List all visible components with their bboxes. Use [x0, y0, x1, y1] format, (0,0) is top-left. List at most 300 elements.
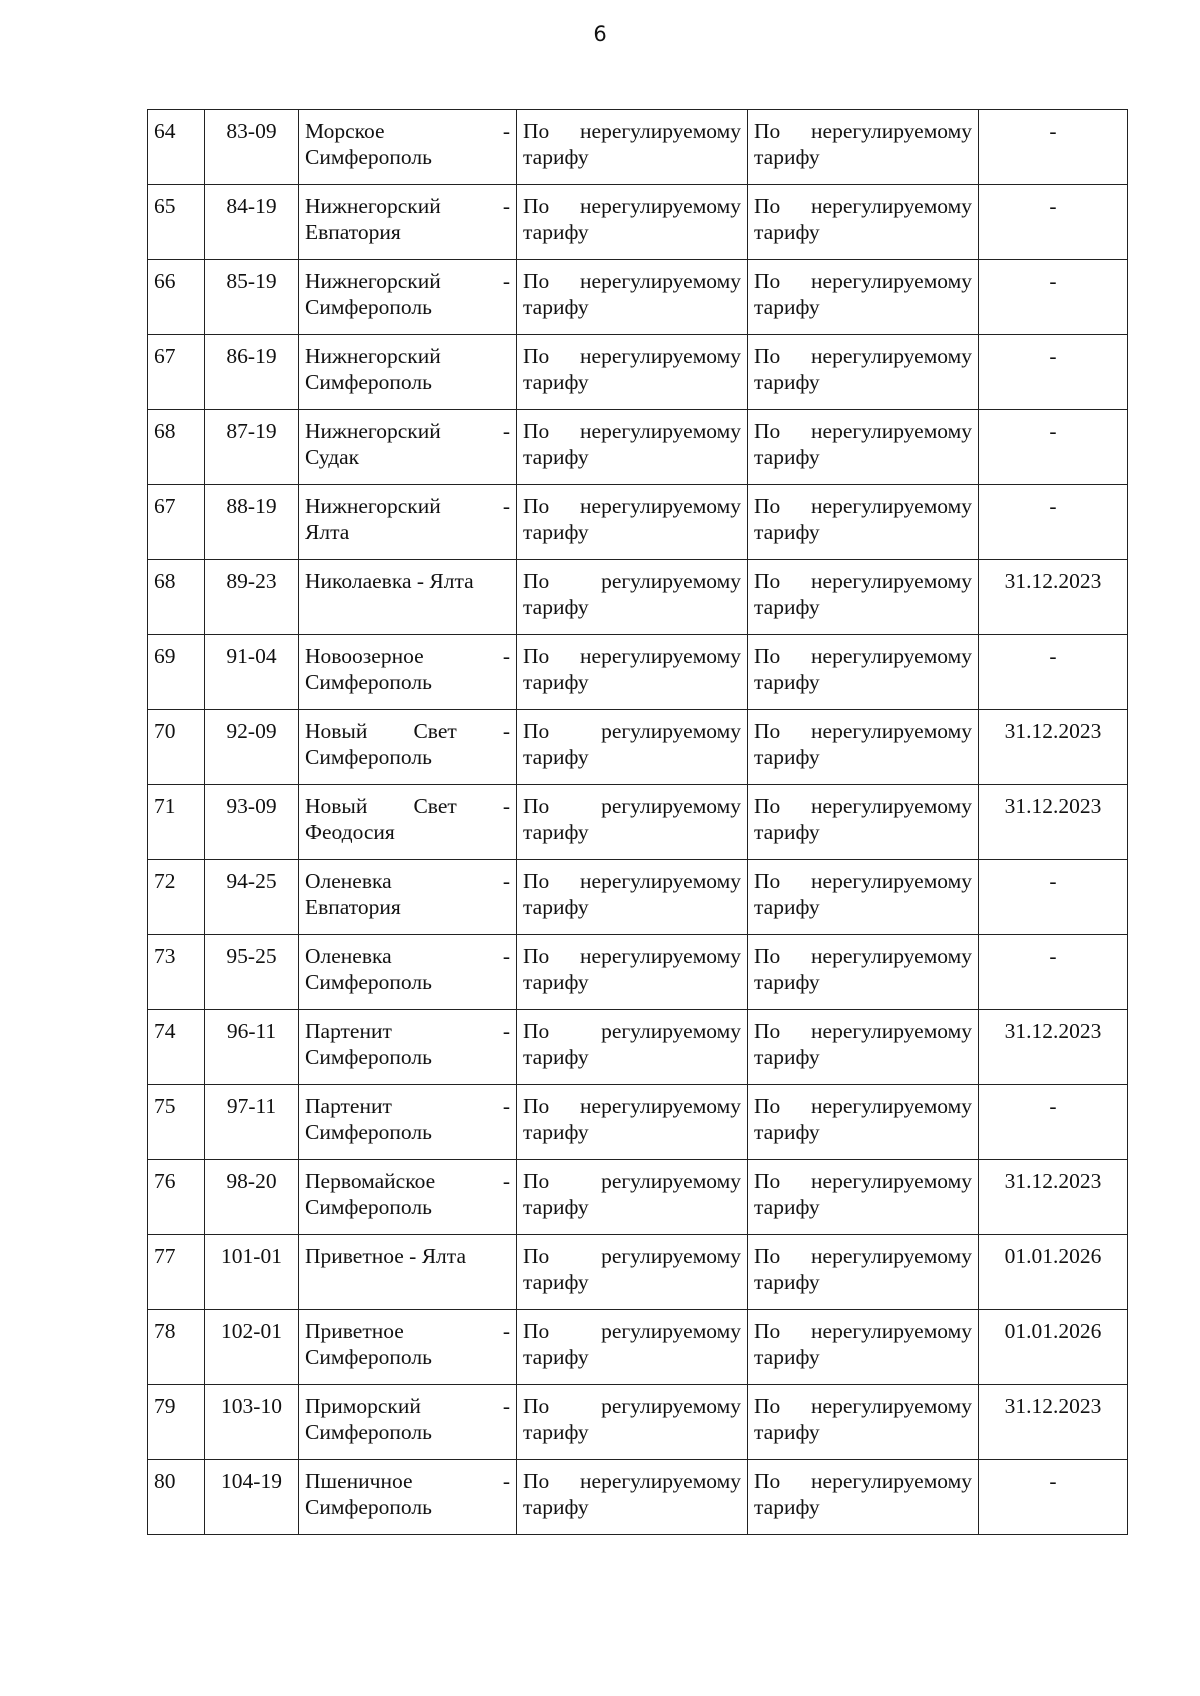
tariff-type-cell-line1 — [523, 793, 741, 819]
tariff-type-cell-word: По — [523, 869, 550, 893]
row-number-cell: 80 — [148, 1460, 205, 1535]
tariff-type-alt-cell-word: нерегулируемому — [811, 944, 972, 968]
row-number-cell: 66 — [148, 260, 205, 335]
route-code-cell: 96-11 — [205, 1010, 299, 1085]
tariff-type-alt-cell-word: нерегулируемому — [811, 644, 972, 668]
tariff-type-cell-word: По — [523, 719, 550, 743]
tariff-type-alt-cell — [748, 1010, 979, 1085]
tariff-type-alt-cell-line1 — [754, 343, 972, 369]
table-row — [148, 1235, 1128, 1310]
tariff-type-alt-cell-word: нерегулируемому — [811, 1394, 972, 1418]
tariff-type-alt-cell-word: нерегулируемому — [811, 119, 972, 143]
tariff-type-alt-cell — [748, 1385, 979, 1460]
route-name-cell-line2: Симферополь — [305, 1345, 432, 1369]
route-name-cell — [299, 710, 517, 785]
tariff-type-alt-cell-word: нерегулируемому — [811, 719, 972, 743]
route-name-cell-line1 — [305, 193, 510, 219]
route-name-cell-word: - — [502, 719, 510, 743]
tariff-type-cell-word: нерегулируемому — [580, 344, 741, 368]
tariff-type-alt-cell-line1 — [754, 193, 972, 219]
tariff-type-alt-cell-word: По — [754, 1169, 781, 1193]
tariff-type-cell-word: По — [523, 1094, 550, 1118]
tariff-type-alt-cell-line2: тарифу — [754, 1195, 820, 1219]
tariff-type-cell-word: По — [523, 644, 550, 668]
route-code-cell: 95-25 — [205, 935, 299, 1010]
tariff-type-alt-cell-line1 — [754, 1243, 972, 1269]
route-name-cell — [299, 1385, 517, 1460]
tariff-type-cell-line2: тарифу — [523, 1120, 589, 1144]
end-date-cell: - — [979, 410, 1128, 485]
tariff-type-cell-line2: тарифу — [523, 220, 589, 244]
tariff-type-cell-word: регулируемому — [601, 1244, 741, 1268]
route-code-cell: 85-19 — [205, 260, 299, 335]
tariff-type-alt-cell-word: нерегулируемому — [811, 1094, 972, 1118]
tariff-type-alt-cell-line2: тарифу — [754, 670, 820, 694]
tariff-type-alt-cell-line2: тарифу — [754, 295, 820, 319]
tariff-type-cell-line1 — [523, 1168, 741, 1194]
tariff-type-cell — [517, 185, 748, 260]
tariff-type-cell — [517, 110, 748, 185]
route-code-cell: 102-01 — [205, 1310, 299, 1385]
row-number-cell: 76 — [148, 1160, 205, 1235]
route-code-cell: 87-19 — [205, 410, 299, 485]
table-row — [148, 1460, 1128, 1535]
route-name-cell-word: - — [502, 494, 510, 518]
route-name-cell-word: Оленевка — [305, 869, 392, 893]
route-name-cell-line1 — [305, 718, 510, 744]
tariff-type-cell-line2: тарифу — [523, 1420, 589, 1444]
route-name-cell-word: - — [502, 1469, 510, 1493]
route-code-cell: 103-10 — [205, 1385, 299, 1460]
tariff-type-alt-cell-line1 — [754, 1093, 972, 1119]
tariff-type-alt-cell — [748, 935, 979, 1010]
route-name-cell-line1 — [305, 568, 510, 594]
tariff-type-alt-cell-word: По — [754, 869, 781, 893]
row-number-cell: 72 — [148, 860, 205, 935]
route-name-cell-word: Нижнегорский — [305, 194, 441, 218]
tariff-type-cell — [517, 260, 748, 335]
end-date-cell: - — [979, 1085, 1128, 1160]
end-date-cell: - — [979, 935, 1128, 1010]
tariff-type-cell-word: нерегулируемому — [580, 1469, 741, 1493]
tariff-type-cell-word: По — [523, 1394, 550, 1418]
tariff-type-cell-line1 — [523, 1018, 741, 1044]
tariff-type-cell-line1 — [523, 418, 741, 444]
route-name-cell — [299, 1460, 517, 1535]
table-row — [148, 1010, 1128, 1085]
tariff-type-cell-line1 — [523, 1318, 741, 1344]
tariff-type-alt-cell — [748, 560, 979, 635]
end-date-cell: - — [979, 110, 1128, 185]
tariff-type-alt-cell — [748, 110, 979, 185]
route-code-cell: 91-04 — [205, 635, 299, 710]
tariff-type-cell-line2: тарифу — [523, 970, 589, 994]
route-name-cell-word: - — [502, 1394, 510, 1418]
route-name-cell-word: - — [502, 1319, 510, 1343]
tariff-type-cell-line1 — [523, 1093, 741, 1119]
route-name-cell-word: Партенит — [305, 1019, 392, 1043]
table-row — [148, 935, 1128, 1010]
route-name-cell — [299, 1160, 517, 1235]
table-row — [148, 485, 1128, 560]
tariff-type-alt-cell-line1 — [754, 1393, 972, 1419]
tariff-type-alt-cell-line2: тарифу — [754, 370, 820, 394]
route-name-cell-line2: Симферополь — [305, 1420, 432, 1444]
route-name-cell — [299, 935, 517, 1010]
tariff-type-alt-cell-line2: тарифу — [754, 595, 820, 619]
row-number-cell: 75 — [148, 1085, 205, 1160]
tariff-type-alt-cell — [748, 260, 979, 335]
tariff-type-cell-line1 — [523, 1243, 741, 1269]
tariff-type-alt-cell-word: нерегулируемому — [811, 1169, 972, 1193]
tariff-type-cell-word: По — [523, 269, 550, 293]
end-date-cell: 31.12.2023 — [979, 1010, 1128, 1085]
tariff-type-alt-cell-word: нерегулируемому — [811, 344, 972, 368]
tariff-type-cell — [517, 1160, 748, 1235]
route-name-cell-word: - — [502, 269, 510, 293]
tariff-type-cell-line2: тарифу — [523, 370, 589, 394]
route-name-cell-line2: Симферополь — [305, 970, 432, 994]
table-row — [148, 185, 1128, 260]
route-name-cell-line1 — [305, 793, 510, 819]
tariff-type-alt-cell-word: нерегулируемому — [811, 569, 972, 593]
route-name-cell — [299, 1235, 517, 1310]
route-code-cell: 101-01 — [205, 1235, 299, 1310]
row-number-cell: 65 — [148, 185, 205, 260]
tariff-type-alt-cell-word: По — [754, 194, 781, 218]
end-date-cell: - — [979, 635, 1128, 710]
tariff-type-cell-line2: тарифу — [523, 1195, 589, 1219]
route-name-cell-word: - — [502, 944, 510, 968]
tariff-type-cell — [517, 485, 748, 560]
tariff-type-cell-word: По — [523, 1019, 550, 1043]
tariff-type-cell-word: нерегулируемому — [580, 494, 741, 518]
tariff-type-cell-line1 — [523, 268, 741, 294]
route-name-cell — [299, 635, 517, 710]
route-name-cell-line1 — [305, 493, 510, 519]
route-name-cell-word: - — [502, 1094, 510, 1118]
route-code-cell: 84-19 — [205, 185, 299, 260]
tariff-type-alt-cell-line2: тарифу — [754, 1270, 820, 1294]
tariff-type-alt-cell-word: По — [754, 1394, 781, 1418]
tariff-type-cell-line2: тарифу — [523, 820, 589, 844]
tariff-type-cell-line2: тарифу — [523, 1270, 589, 1294]
route-code-cell: 83-09 — [205, 110, 299, 185]
tariff-type-alt-cell-word: По — [754, 419, 781, 443]
tariff-type-cell-line1 — [523, 718, 741, 744]
tariff-type-cell-line2: тарифу — [523, 1495, 589, 1519]
tariff-type-cell-line1 — [523, 343, 741, 369]
tariff-type-alt-cell-line1 — [754, 868, 972, 894]
row-number-cell: 73 — [148, 935, 205, 1010]
tariff-type-cell-line2: тарифу — [523, 595, 589, 619]
tariff-type-cell-line2: тарифу — [523, 1045, 589, 1069]
route-name-cell-word: Новоозерное — [305, 644, 424, 668]
tariff-type-alt-cell-line1 — [754, 1318, 972, 1344]
tariff-type-alt-cell — [748, 860, 979, 935]
tariff-type-cell-word: По — [523, 1244, 550, 1268]
route-name-cell-word: - — [502, 869, 510, 893]
row-number-cell: 64 — [148, 110, 205, 185]
route-name-cell-line1 — [305, 1093, 510, 1119]
table-row — [148, 1085, 1128, 1160]
tariff-type-alt-cell — [748, 710, 979, 785]
route-name-cell-line1 — [305, 1468, 510, 1494]
row-number-cell: 79 — [148, 1385, 205, 1460]
tariff-type-alt-cell-line1 — [754, 568, 972, 594]
tariff-type-cell-word: По — [523, 419, 550, 443]
end-date-cell: - — [979, 260, 1128, 335]
tariff-type-cell-word: По — [523, 569, 550, 593]
route-name-cell-line1 — [305, 943, 510, 969]
table-row — [148, 860, 1128, 935]
tariff-type-alt-cell — [748, 1310, 979, 1385]
tariff-type-cell-line1 — [523, 493, 741, 519]
tariff-type-cell — [517, 935, 748, 1010]
tariff-type-alt-cell-word: По — [754, 569, 781, 593]
route-code-cell: 98-20 — [205, 1160, 299, 1235]
tariff-type-cell-word: По — [523, 1319, 550, 1343]
route-name-cell-line1 — [305, 1393, 510, 1419]
tariff-type-cell-word: регулируемому — [601, 719, 741, 743]
end-date-cell: - — [979, 1460, 1128, 1535]
tariff-type-cell-word: нерегулируемому — [580, 269, 741, 293]
route-name-cell — [299, 785, 517, 860]
tariff-type-alt-cell-line2: тарифу — [754, 1120, 820, 1144]
tariff-type-cell-line1 — [523, 568, 741, 594]
route-name-cell-word: Приветное — [305, 1319, 404, 1343]
tariff-type-cell-word: По — [523, 794, 550, 818]
tariff-type-alt-cell — [748, 485, 979, 560]
tariff-type-alt-cell-word: По — [754, 1469, 781, 1493]
tariff-type-cell-word: регулируемому — [601, 1019, 741, 1043]
route-name-cell — [299, 335, 517, 410]
table-row — [148, 410, 1128, 485]
tariff-type-alt-cell-word: По — [754, 269, 781, 293]
row-number-cell: 77 — [148, 1235, 205, 1310]
route-name-cell-word: - — [502, 1019, 510, 1043]
row-number-cell: 71 — [148, 785, 205, 860]
route-name-cell-word: Приветное - Ялта — [305, 1244, 466, 1268]
route-name-cell-line1 — [305, 1168, 510, 1194]
route-name-cell — [299, 560, 517, 635]
tariff-type-alt-cell-line1 — [754, 1018, 972, 1044]
route-name-cell-line2: Симферополь — [305, 1045, 432, 1069]
route-name-cell-line1 — [305, 418, 510, 444]
route-name-cell — [299, 485, 517, 560]
end-date-cell: - — [979, 860, 1128, 935]
tariff-type-alt-cell — [748, 1160, 979, 1235]
tariff-type-alt-cell-word: По — [754, 644, 781, 668]
tariff-type-alt-cell-word: По — [754, 1319, 781, 1343]
tariff-type-alt-cell-line2: тарифу — [754, 1045, 820, 1069]
tariff-type-alt-cell-word: нерегулируемому — [811, 1244, 972, 1268]
route-name-cell — [299, 410, 517, 485]
table-row — [148, 1310, 1128, 1385]
tariff-type-alt-cell-line2: тарифу — [754, 520, 820, 544]
tariff-type-cell-word: По — [523, 194, 550, 218]
route-name-cell-word: Свет — [413, 719, 457, 743]
page-number: 6 — [593, 22, 607, 46]
tariff-type-alt-cell — [748, 1460, 979, 1535]
tariff-type-cell-line2: тарифу — [523, 145, 589, 169]
tariff-type-cell-word: регулируемому — [601, 1394, 741, 1418]
tariff-type-alt-cell-word: По — [754, 494, 781, 518]
tariff-type-cell-word: По — [523, 1469, 550, 1493]
tariff-type-alt-cell-word: По — [754, 1094, 781, 1118]
table-row — [148, 785, 1128, 860]
tariff-type-cell-word: По — [523, 119, 550, 143]
tariff-type-alt-cell-line1 — [754, 1168, 972, 1194]
route-name-cell-word: Новый — [305, 719, 368, 743]
route-name-cell-word: Первомайское — [305, 1169, 436, 1193]
tariff-type-alt-cell-line2: тарифу — [754, 970, 820, 994]
tariff-type-alt-cell-word: По — [754, 119, 781, 143]
route-name-cell — [299, 1085, 517, 1160]
route-name-cell-line1 — [305, 1018, 510, 1044]
route-name-cell-line2: Евпатория — [305, 220, 401, 244]
route-name-cell-line2: Судак — [305, 445, 360, 469]
route-code-cell: 88-19 — [205, 485, 299, 560]
end-date-cell: 31.12.2023 — [979, 1160, 1128, 1235]
tariff-type-cell-line2: тарифу — [523, 1345, 589, 1369]
tariff-type-alt-cell-word: нерегулируемому — [811, 1319, 972, 1343]
tariff-type-alt-cell-word: По — [754, 944, 781, 968]
end-date-cell: - — [979, 185, 1128, 260]
route-name-cell-line1 — [305, 268, 510, 294]
tariff-type-alt-cell-line1 — [754, 718, 972, 744]
route-name-cell-line2: Симферополь — [305, 370, 432, 394]
tariff-type-alt-cell — [748, 410, 979, 485]
tariff-type-cell-word: регулируемому — [601, 1169, 741, 1193]
route-name-cell-line2: Симферополь — [305, 1495, 432, 1519]
tariff-type-cell-line2: тарифу — [523, 295, 589, 319]
tariff-type-alt-cell-line2: тарифу — [754, 895, 820, 919]
tariff-type-alt-cell-word: По — [754, 344, 781, 368]
route-name-cell-word: - — [502, 794, 510, 818]
tariff-type-alt-cell-line1 — [754, 943, 972, 969]
route-name-cell-word: - — [502, 1169, 510, 1193]
tariff-type-cell — [517, 860, 748, 935]
end-date-cell: 01.01.2026 — [979, 1310, 1128, 1385]
route-code-cell: 93-09 — [205, 785, 299, 860]
tariff-type-alt-cell-word: нерегулируемому — [811, 794, 972, 818]
tariff-type-cell-word: нерегулируемому — [580, 119, 741, 143]
tariff-type-alt-cell-word: нерегулируемому — [811, 419, 972, 443]
route-name-cell-word: - — [502, 644, 510, 668]
tariff-type-alt-cell — [748, 1235, 979, 1310]
tariff-type-cell — [517, 785, 748, 860]
tariff-type-cell-line2: тарифу — [523, 895, 589, 919]
route-name-cell-line2: Ялта — [305, 520, 350, 544]
route-code-cell: 97-11 — [205, 1085, 299, 1160]
tariff-type-alt-cell-line1 — [754, 268, 972, 294]
tariff-type-cell-word: По — [523, 1169, 550, 1193]
route-name-cell-word: Свет — [413, 794, 457, 818]
tariff-type-cell — [517, 1385, 748, 1460]
end-date-cell: 31.12.2023 — [979, 785, 1128, 860]
tariff-type-cell-line1 — [523, 868, 741, 894]
tariff-type-alt-cell-line2: тарифу — [754, 145, 820, 169]
row-number-cell: 69 — [148, 635, 205, 710]
route-name-cell — [299, 1310, 517, 1385]
route-name-cell-line2: Симферополь — [305, 295, 432, 319]
route-name-cell-line1 — [305, 643, 510, 669]
route-name-cell-word: Нижнегорский — [305, 494, 441, 518]
tariff-type-cell-word: По — [523, 944, 550, 968]
row-number-cell: 70 — [148, 710, 205, 785]
tariff-type-alt-cell — [748, 185, 979, 260]
row-number-cell: 67 — [148, 335, 205, 410]
end-date-cell: 31.12.2023 — [979, 560, 1128, 635]
route-name-cell-word: Нижнегорский — [305, 419, 441, 443]
tariff-type-alt-cell-line2: тарифу — [754, 445, 820, 469]
tariff-type-cell — [517, 410, 748, 485]
end-date-cell: - — [979, 335, 1128, 410]
tariff-type-alt-cell-line1 — [754, 1468, 972, 1494]
route-name-cell-word: - — [502, 119, 510, 143]
tariff-type-cell-word: нерегулируемому — [580, 869, 741, 893]
routes-table-body — [148, 110, 1128, 1535]
tariff-type-cell — [517, 1310, 748, 1385]
tariff-type-alt-cell-word: По — [754, 719, 781, 743]
tariff-type-cell-line1 — [523, 1393, 741, 1419]
tariff-type-alt-cell-word: По — [754, 1244, 781, 1268]
tariff-type-alt-cell-line2: тарифу — [754, 1345, 820, 1369]
tariff-type-alt-cell-word: По — [754, 794, 781, 818]
table-row — [148, 560, 1128, 635]
tariff-type-cell-word: нерегулируемому — [580, 194, 741, 218]
route-name-cell-word: Морское — [305, 119, 385, 143]
tariff-type-cell — [517, 635, 748, 710]
tariff-type-cell — [517, 1460, 748, 1535]
route-name-cell-line1 — [305, 1243, 510, 1269]
route-name-cell-line2: Симферополь — [305, 745, 432, 769]
route-name-cell — [299, 185, 517, 260]
row-number-cell: 68 — [148, 560, 205, 635]
route-code-cell: 92-09 — [205, 710, 299, 785]
tariff-type-cell-word: регулируемому — [601, 1319, 741, 1343]
tariff-type-cell-line2: тарифу — [523, 445, 589, 469]
route-name-cell-word: Николаевка - Ялта — [305, 569, 474, 593]
table-row — [148, 110, 1128, 185]
route-name-cell-line1 — [305, 343, 510, 369]
tariff-type-alt-cell-line1 — [754, 493, 972, 519]
row-number-cell: 78 — [148, 1310, 205, 1385]
end-date-cell: 31.12.2023 — [979, 1385, 1128, 1460]
route-name-cell-word: Нижнегорский — [305, 344, 441, 368]
route-name-cell-word: Оленевка — [305, 944, 392, 968]
route-name-cell-word: Пшеничное — [305, 1469, 413, 1493]
tariff-type-alt-cell — [748, 635, 979, 710]
route-name-cell — [299, 110, 517, 185]
end-date-cell: 01.01.2026 — [979, 1235, 1128, 1310]
route-name-cell-word: Приморский — [305, 1394, 421, 1418]
route-name-cell-line2: Симферополь — [305, 670, 432, 694]
table-row — [148, 1385, 1128, 1460]
end-date-cell: 31.12.2023 — [979, 710, 1128, 785]
tariff-type-cell-word: регулируемому — [601, 569, 741, 593]
route-name-cell-line2: Симферополь — [305, 1195, 432, 1219]
tariff-type-cell — [517, 560, 748, 635]
tariff-type-cell — [517, 1010, 748, 1085]
tariff-type-cell — [517, 710, 748, 785]
tariff-type-cell-word: По — [523, 494, 550, 518]
tariff-type-cell-line1 — [523, 1468, 741, 1494]
row-number-cell: 74 — [148, 1010, 205, 1085]
tariff-type-cell-line2: тарифу — [523, 745, 589, 769]
row-number-cell: 67 — [148, 485, 205, 560]
